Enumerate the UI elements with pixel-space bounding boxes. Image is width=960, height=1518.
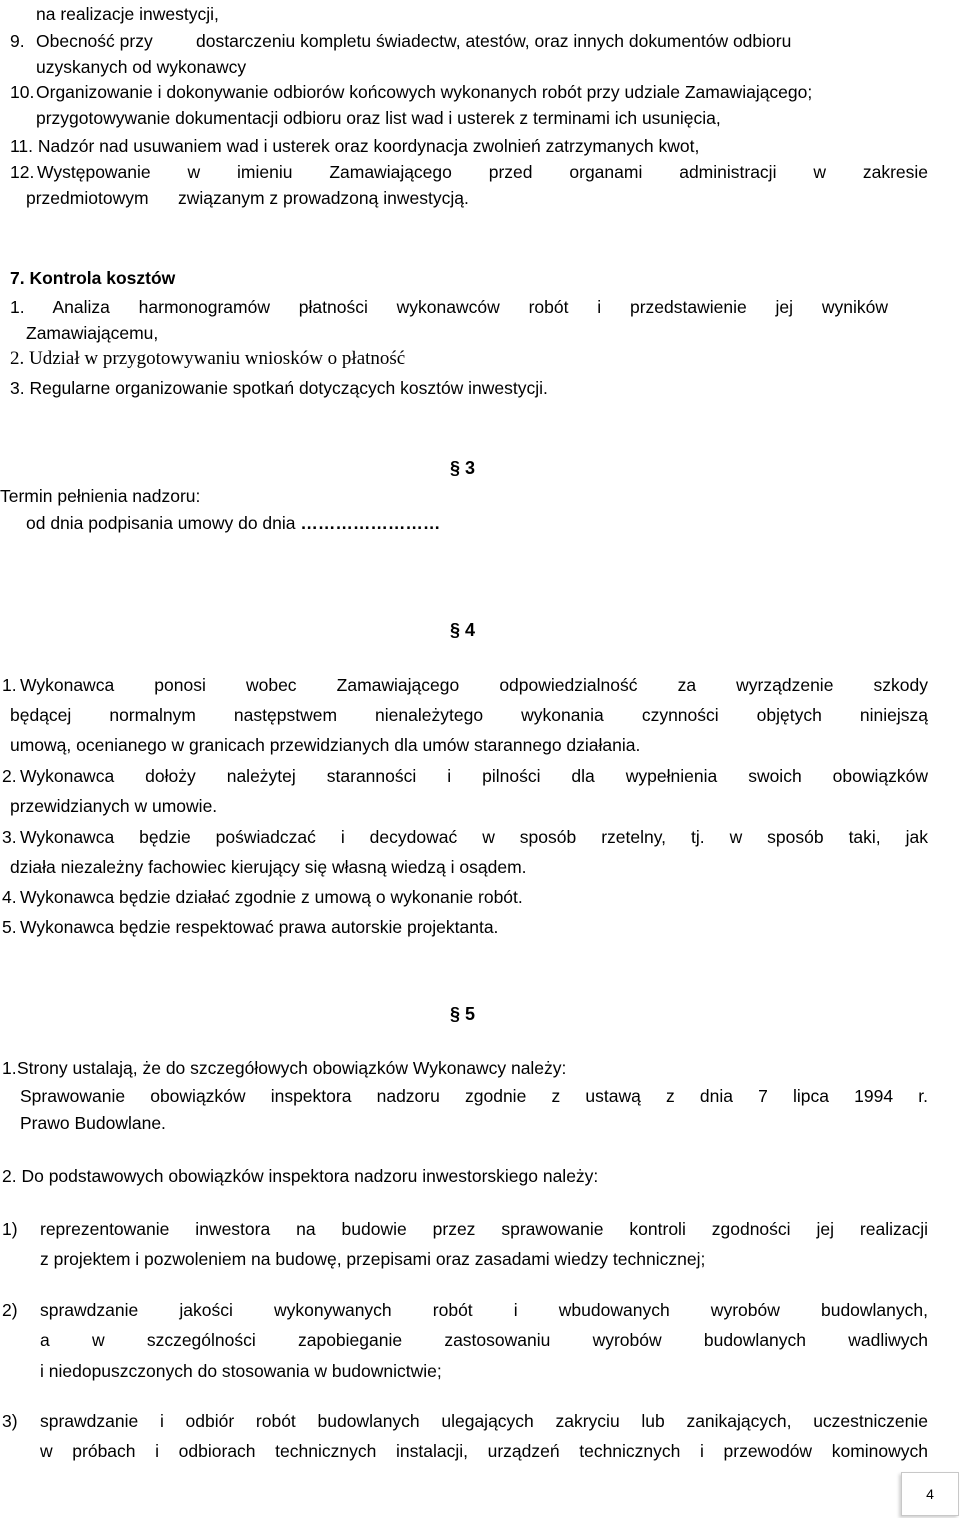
list-item-9-number: 9.	[10, 31, 25, 51]
paragraph-3-sign: § 3	[450, 458, 476, 478]
duty-1-number: 1)	[2, 1219, 18, 1239]
par5-item-1-c: Prawo Budowlane.	[20, 1113, 166, 1133]
term-value-dots: ……………………	[300, 513, 441, 533]
par4-item-4-number: 4.	[2, 887, 17, 907]
duty-1-b: z projektem i pozwoleniem na budowę, przepisami oraz zasadami wiedzy technicznej;	[40, 1249, 706, 1269]
list-item-12-number: 12.	[10, 162, 35, 182]
section-7-item-1-a: 1. Analiza harmonogramów płatności wykonawców robót i przedstawienie jej wyników	[10, 297, 888, 317]
duty-3-b: w próbach i odbiorach technicznych instalacji, urządzeń technicznych i przewodów kominowych	[40, 1441, 928, 1461]
duty-3-a: sprawdzanie i odbiór robót budowlanych ulegających zakryciu lub zanikających, uczestniczenie	[40, 1411, 928, 1431]
par4-item-1-c: umową, ocenianego w granicach przewidzianych dla umów starannego działania.	[10, 735, 641, 755]
paragraph-4-sign: § 4	[450, 620, 476, 640]
duty-1-a: reprezentowanie inwestora na budowie przez sprawowanie kontroli zgodności jej realizacji	[40, 1219, 928, 1239]
list-item-10-text-b: przygotowywanie dokumentacji odbioru oraz list wad i usterek z terminami ich usunięcia,	[36, 108, 721, 128]
list-item-9-text-c: uzyskanych od wykonawcy	[36, 57, 247, 77]
list-item-10-text-a: Organizowanie i dokonywanie odbiorów końcowych wykonanych robót przy udziale Zamawiającego;	[36, 82, 813, 102]
par5-item-1-b: Sprawowanie obowiązków inspektora nadzoru zgodnie z ustawą z dnia 7 lipca 1994 r.	[20, 1086, 928, 1106]
duty-3-number: 3)	[2, 1411, 18, 1431]
par4-item-1-a: Wykonawca ponosi wobec Zamawiającego odpowiedzialność za wyrządzenie szkody	[20, 675, 928, 695]
page-number-box	[901, 1472, 959, 1516]
duty-2-b: a w szczególności zapobieganie zastosowaniu wyrobów budowlanych wadliwych	[40, 1330, 928, 1350]
par4-item-5-number: 5.	[2, 917, 17, 937]
list-item-9-text-b: dostarczeniu kompletu świadectw, atestów, oraz innych dokumentów odbioru	[196, 31, 792, 51]
list-item-9-text-a: Obecność przy	[36, 31, 153, 51]
par4-item-3-a: Wykonawca będzie poświadczać i decydować w sposób rzetelny, tj. w sposób taki, jak	[20, 827, 928, 847]
section-7-item-2: 2. Udział w przygotowywaniu wniosków o płatność	[10, 348, 406, 369]
par5-item-1: Strony ustalają, że do szczegółowych obowiązków Wykonawcy należy:	[17, 1058, 567, 1078]
par4-item-2-number: 2.	[2, 766, 17, 786]
par4-item-2-b: przewidzianych w umowie.	[10, 796, 218, 816]
par4-item-3-b: działa niezależny fachowiec kierujący się własną wiedzą i osądem.	[10, 857, 527, 877]
par4-item-3-number: 3.	[2, 827, 17, 847]
section-7-item-1-b: Zamawiającemu,	[26, 323, 159, 343]
par5-item-2: 2. Do podstawowych obowiązków inspektora nadzoru inwestorskiego należy:	[2, 1166, 599, 1186]
par4-item-5: Wykonawca będzie respektować prawa autorskie projektanta.	[20, 917, 499, 937]
term-value	[26, 512, 440, 534]
par4-item-1-number: 1.	[2, 675, 17, 695]
paragraph-5-sign: § 5	[450, 1004, 476, 1024]
section-7-item-3: 3. Regularne organizowanie spotkań dotyczących kosztów inwestycji.	[10, 378, 548, 398]
par5-item-1-number: 1.	[2, 1058, 17, 1078]
par4-item-1-b: będącej normalnym następstwem nienależytego wykonania czynności objętych niniejszą	[10, 705, 928, 725]
list-item-12-text-b1: przedmiotowym	[26, 188, 149, 208]
list-item-12-text-a: Występowanie w imieniu Zamawiającego przed organami administracji w zakresie	[37, 162, 928, 182]
duty-2-number: 2)	[2, 1300, 18, 1320]
duty-2-a: sprawdzanie jakości wykonywanych robót i wbudowanych wyrobów budowlanych,	[40, 1300, 928, 1320]
list-item-11: 11. Nadzór nad usuwaniem wad i usterek oraz koordynacja zwolnień zatrzymanych kwot,	[10, 136, 700, 156]
term-label: Termin pełnienia nadzoru:	[0, 486, 201, 506]
list-item-12-text-b2: związanym z prowadzoną inwestycją.	[178, 188, 469, 208]
page-number: 4	[926, 1486, 934, 1502]
list-item-10-number: 10.	[10, 82, 35, 102]
term-value-text: od dnia podpisania umowy do dnia	[26, 513, 296, 533]
section-7-heading: 7. Kontrola kosztów	[10, 268, 176, 288]
list-item-continuation: na realizacje inwestycji,	[36, 4, 219, 24]
par4-item-2-a: Wykonawca dołoży należytej staranności i pilności dla wypełnienia swoich obowiązków	[20, 766, 928, 786]
duty-2-c: i niedopuszczonych do stosowania w budownictwie;	[40, 1361, 442, 1381]
par4-item-4: Wykonawca będzie działać zgodnie z umową o wykonanie robót.	[20, 887, 523, 907]
